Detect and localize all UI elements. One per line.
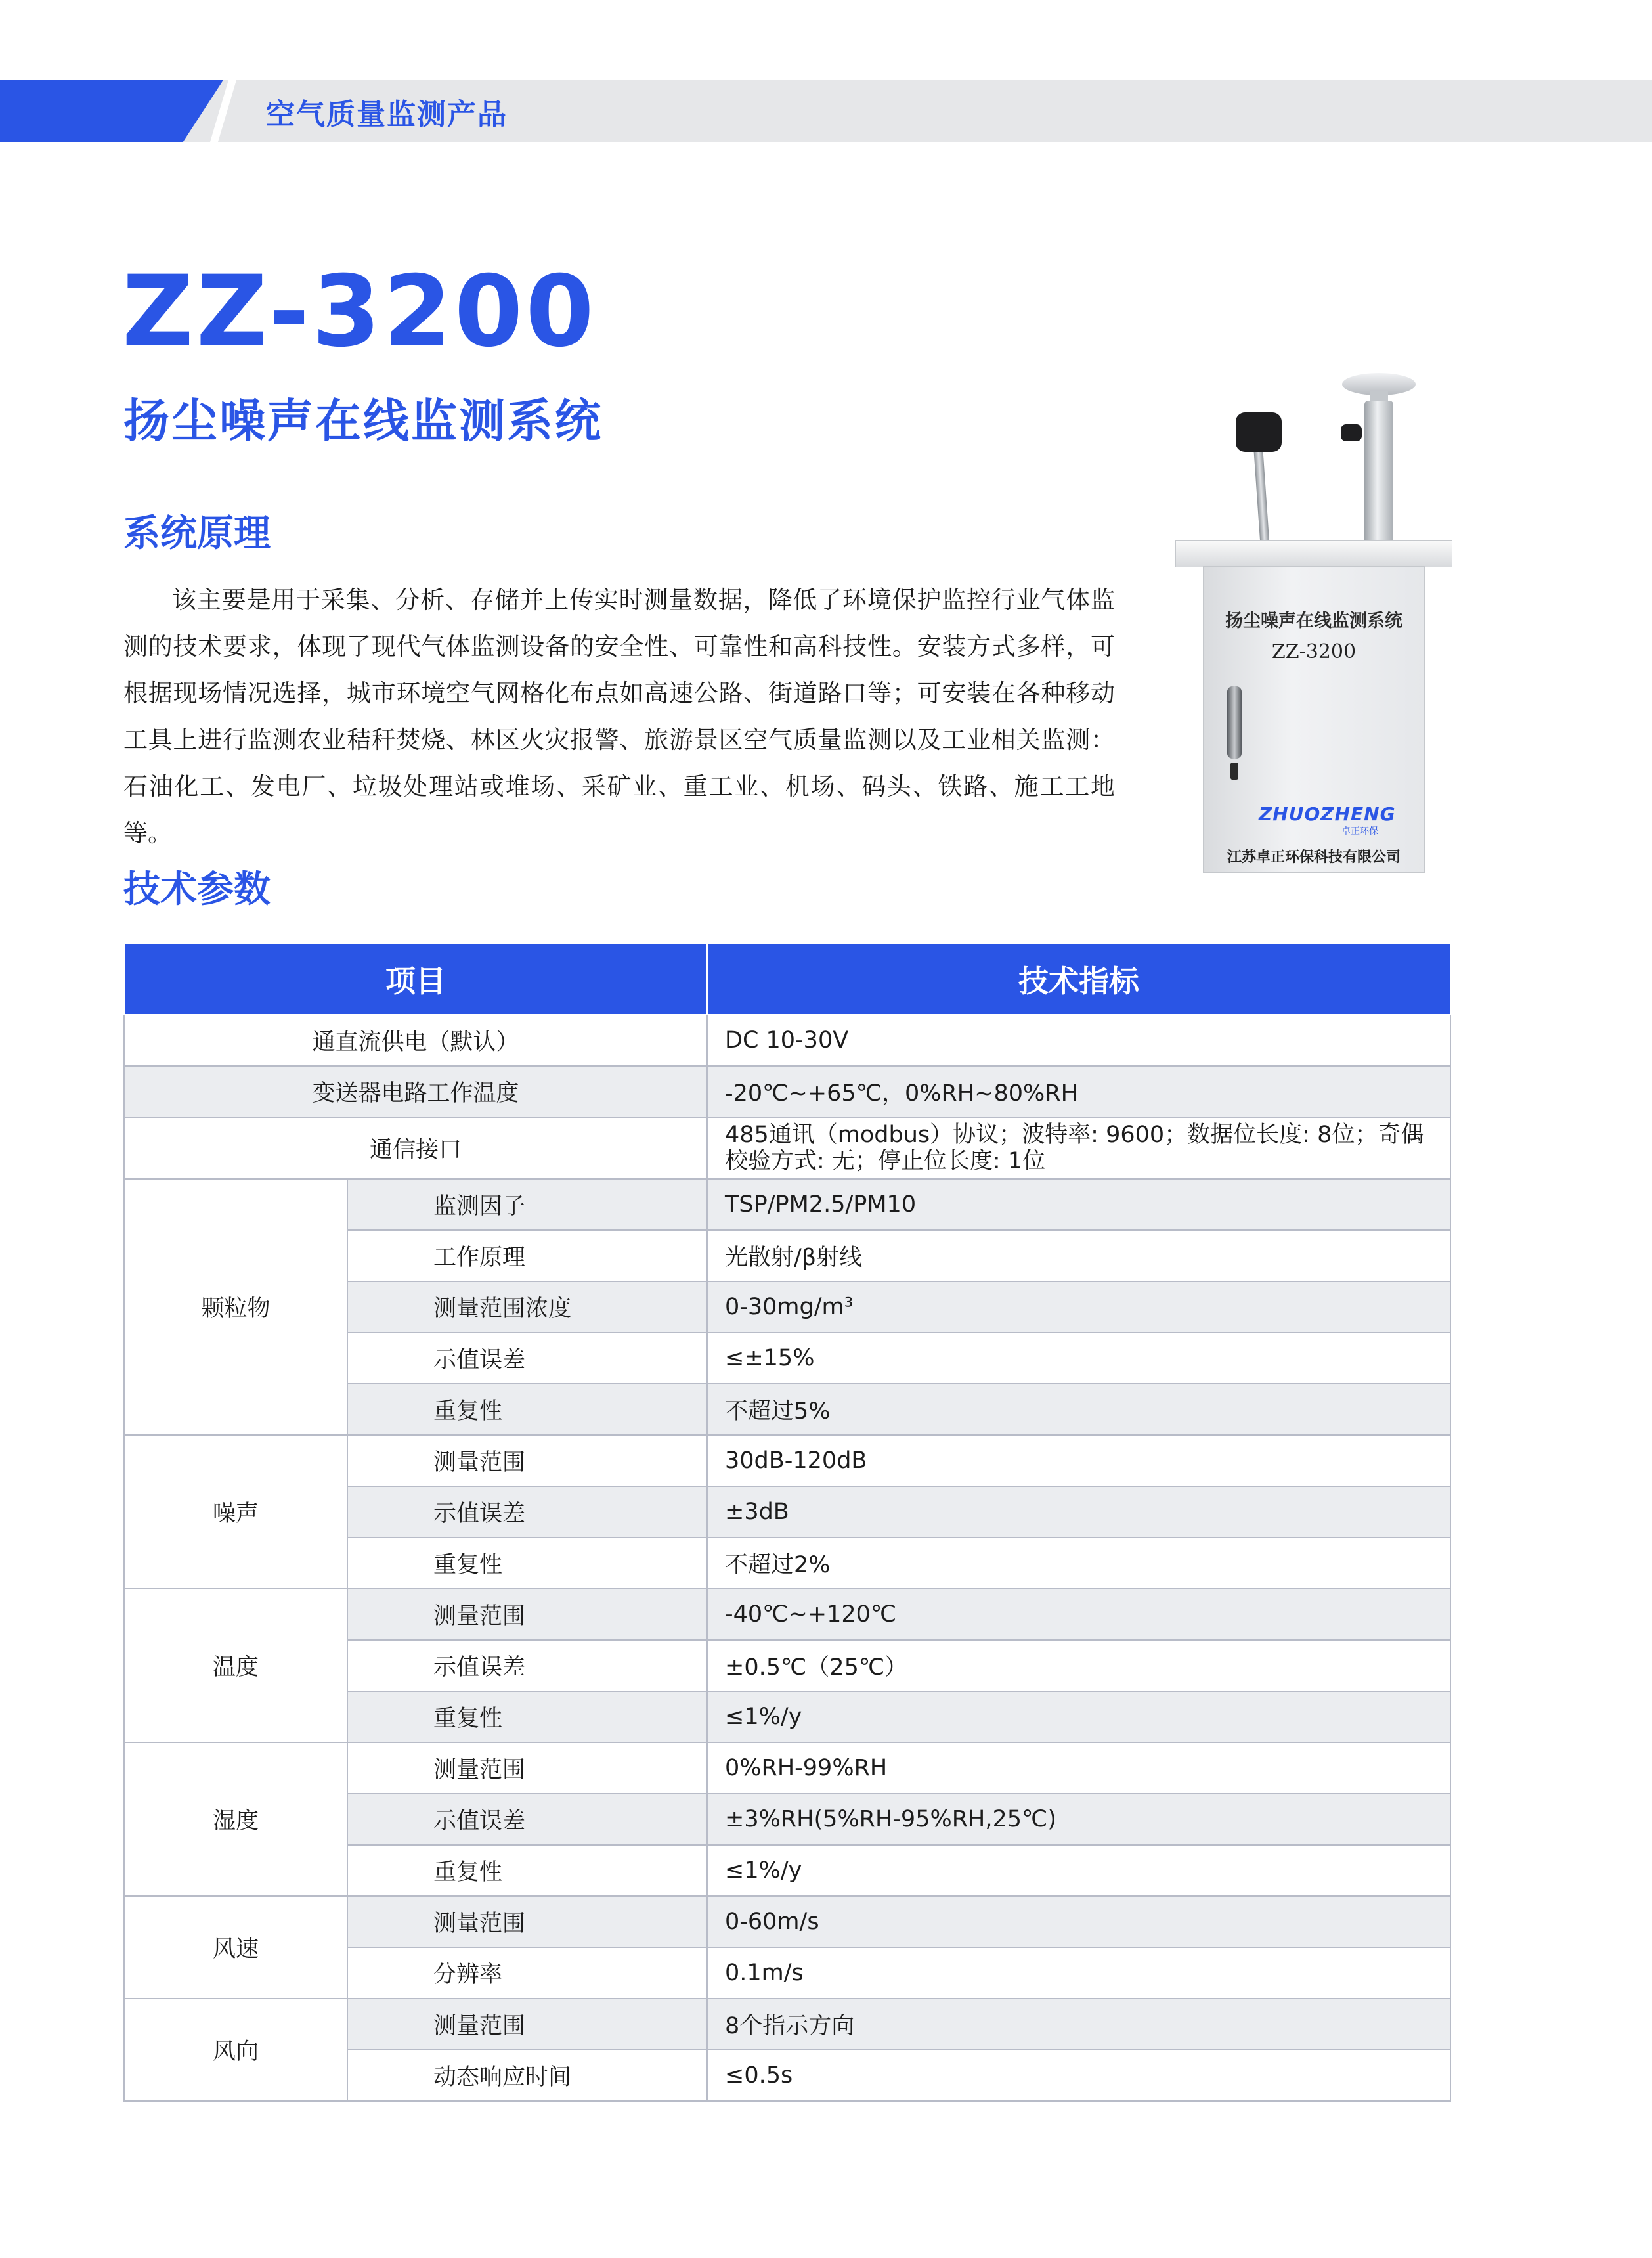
spec-value: 0.1m/s bbox=[707, 1947, 1450, 1999]
spec-item: 通信接口 bbox=[124, 1117, 707, 1179]
product-model: ZZ-3200 bbox=[122, 255, 597, 369]
cabinet-model: ZZ-3200 bbox=[1271, 640, 1357, 663]
spec-sub-item: 测量范围浓度 bbox=[347, 1281, 707, 1333]
table-row bbox=[124, 1179, 1450, 1230]
spec-item: 通直流供电（默认） bbox=[124, 1015, 707, 1066]
cabinet-roof bbox=[1175, 540, 1452, 567]
spec-value: ±3%RH(5%RH-95%RH,25℃) bbox=[707, 1794, 1450, 1845]
company-name: 江苏卓正环保科技有限公司 bbox=[1227, 849, 1401, 866]
key-lock bbox=[1230, 763, 1238, 780]
spec-item: 变送器电路工作温度 bbox=[124, 1066, 707, 1117]
header-index: 技术指标 bbox=[707, 944, 1450, 1015]
spec-sub-item: 测量范围 bbox=[347, 1435, 707, 1486]
spec-value: ≤±15% bbox=[707, 1333, 1450, 1384]
table-row bbox=[124, 1015, 1450, 1066]
spec-value: -40℃~+120℃ bbox=[707, 1589, 1450, 1640]
spec-value: 0-30mg/m³ bbox=[707, 1281, 1450, 1333]
spec-value: ±3dB bbox=[707, 1486, 1450, 1538]
principle-text: 该主要是用于采集、分析、存储并上传实时测量数据，降低了环境保护监控行业气体监测的技术要求，体现了现代气体监测设备的安全性、可靠性和高科技性。安装方式多样，可根据现场情况选择，城市环境空气网格化布点如高速公路、街道路口等；可安装在各种移动工具上进行监测农业秸秆焚烧、林区火灾报警、旅游景区空气质量监测以及工业相关监测：石油化工、发电厂、垃圾处理站或堆场、采矿业、重工业、机场、码头、铁路、施工工地等。 bbox=[123, 586, 1115, 847]
spec-sub-item: 工作原理 bbox=[347, 1230, 707, 1281]
table-row bbox=[124, 1066, 1450, 1117]
spec-sub-item: 测量范围 bbox=[347, 1742, 707, 1794]
header-banner bbox=[0, 80, 1652, 142]
specs-heading: 技术参数 bbox=[123, 868, 271, 911]
brand-logo: ZHUOZHENG bbox=[1259, 803, 1396, 825]
spec-sub-item: 示值误差 bbox=[347, 1486, 707, 1538]
spec-value: 0%RH-99%RH bbox=[707, 1742, 1450, 1794]
spec-sub-item: 重复性 bbox=[347, 1384, 707, 1435]
spec-sub-item: 动态响应时间 bbox=[347, 2050, 707, 2101]
spec-value: 不超过2% bbox=[707, 1538, 1450, 1589]
spec-value: 30dB-120dB bbox=[707, 1435, 1450, 1486]
spec-value: TSP/PM2.5/PM10 bbox=[707, 1179, 1450, 1230]
principle-heading: 系统原理 bbox=[123, 512, 271, 555]
spec-sub-item: 测量范围 bbox=[347, 1896, 707, 1947]
table-row bbox=[124, 1742, 1450, 1794]
brand-logo-sub: 卓正环保 bbox=[1341, 826, 1378, 837]
table-row bbox=[124, 1896, 1450, 1947]
device-image bbox=[1169, 355, 1458, 880]
cabinet-label: 扬尘噪声在线监测系统 bbox=[1225, 611, 1402, 631]
spec-value: 0-60m/s bbox=[707, 1896, 1450, 1947]
header-item: 项目 bbox=[124, 944, 707, 1015]
spec-value: ≤1%/y bbox=[707, 1845, 1450, 1896]
spec-group: 风向 bbox=[124, 1999, 347, 2101]
spec-value: ≤0.5s bbox=[707, 2050, 1450, 2101]
spec-value: 不超过5% bbox=[707, 1384, 1450, 1435]
spec-group: 颗粒物 bbox=[124, 1179, 347, 1435]
spec-sub-item: 示值误差 bbox=[347, 1794, 707, 1845]
spec-value: -20℃~+65℃，0%RH~80%RH bbox=[707, 1066, 1450, 1117]
category-title: 空气质量监测产品 bbox=[266, 98, 508, 131]
spec-value: 8个指示方向 bbox=[707, 1999, 1450, 2050]
spec-group: 湿度 bbox=[124, 1742, 347, 1896]
door-handle bbox=[1227, 686, 1242, 759]
spec-sub-item: 监测因子 bbox=[347, 1179, 707, 1230]
spec-table bbox=[123, 943, 1451, 2102]
spec-sub-item: 测量范围 bbox=[347, 1999, 707, 2050]
table-row bbox=[124, 1435, 1450, 1486]
spec-group: 温度 bbox=[124, 1589, 347, 1742]
spec-sub-item: 重复性 bbox=[347, 1845, 707, 1896]
spec-value: DC 10-30V bbox=[707, 1015, 1450, 1066]
spec-sub-item: 重复性 bbox=[347, 1691, 707, 1742]
spec-value: 485通讯（modbus）协议；波特率: 9600；数据位长度: 8位；奇偶校验方式: 无；停止位长度: 1位 bbox=[707, 1117, 1450, 1179]
small-sensor bbox=[1341, 424, 1362, 441]
cabinet-body bbox=[1203, 566, 1425, 873]
spec-sub-item: 分辨率 bbox=[347, 1947, 707, 1999]
spec-sub-item: 示值误差 bbox=[347, 1640, 707, 1691]
spec-group: 风速 bbox=[124, 1896, 347, 1999]
product-name: 扬尘噪声在线监测系统 bbox=[123, 394, 603, 448]
spec-group: 噪声 bbox=[124, 1435, 347, 1589]
spec-value: 光散射/β射线 bbox=[707, 1230, 1450, 1281]
spec-sub-item: 重复性 bbox=[347, 1538, 707, 1589]
spec-sub-item: 示值误差 bbox=[347, 1333, 707, 1384]
spec-value: ±0.5℃（25℃） bbox=[707, 1640, 1450, 1691]
spec-sub-item: 测量范围 bbox=[347, 1589, 707, 1640]
noise-sensor bbox=[1236, 412, 1282, 452]
table-row bbox=[124, 1117, 1450, 1179]
table-row bbox=[124, 1589, 1450, 1640]
spec-value: ≤1%/y bbox=[707, 1691, 1450, 1742]
table-row bbox=[124, 1999, 1450, 2050]
